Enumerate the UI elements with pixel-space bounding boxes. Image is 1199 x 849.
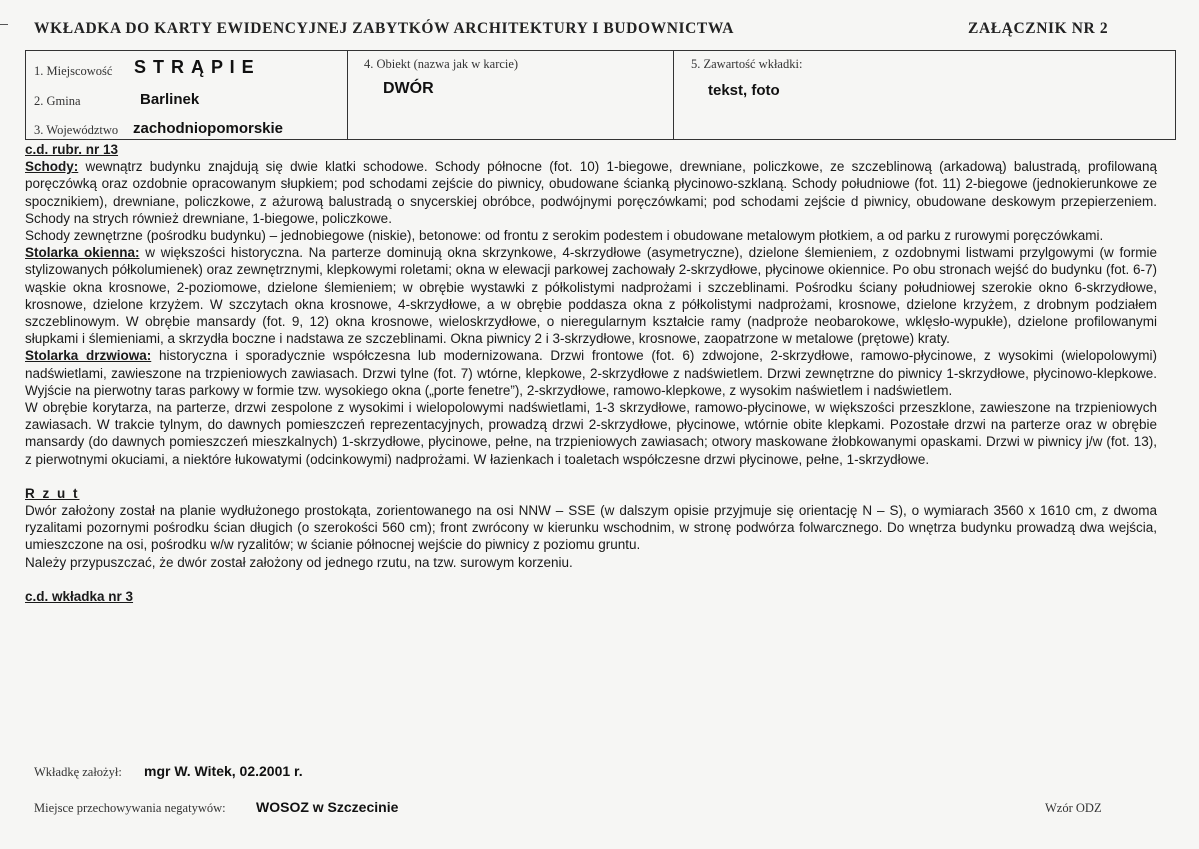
contents-label: 5. Zawartość wkładki:	[691, 57, 803, 71]
scan-edge-mark	[0, 24, 8, 25]
author-value: mgr W. Witek, 02.2001 r.	[144, 763, 303, 779]
continuation-from: c.d. rubr. nr 13	[25, 142, 119, 157]
plan-heading: R z u t	[25, 485, 80, 501]
continuation-to: c.d. wkładka nr 3	[25, 588, 134, 604]
locality-label: 1. Miejscowość	[34, 64, 113, 78]
negatives-location-value: WOSOZ w Szczecinie	[256, 799, 399, 815]
document-body	[25, 141, 1157, 605]
column-divider	[347, 51, 348, 139]
stairs-heading: Schody:	[25, 159, 79, 175]
commune-value: Barlinek	[140, 91, 200, 108]
stairs-exterior-paragraph: Schody zewnętrzne (pośrodku budynku) – jednobiegowe (niskie), betonowe: od frontu z serokim podestem i obudowane metalowym płotkiem, a od parku z rurowymi poręczówkami.	[25, 228, 1104, 244]
info-box	[25, 50, 1176, 140]
plan-conclusion-paragraph: Należy przypuszczać, że dwór został założony od jednego rzutu, na tzw. surowym korzeniu.	[25, 554, 573, 570]
form-reference: Wzór ODZ	[1045, 801, 1102, 815]
plan-paragraph: Dwór założony został na planie wydłużonego prostokąta, zorientowanego na osi NNW – SSE (w dalszym opisie przyjmuje się orientację N – S), o wymiarach 3560 x 1610 cm, z dwoma ryzalitami pozornymi pośrodku ścian długich (o szerokości 560 cm); front zwrócony w kierunku wschodnim, w stronę podwórza folwarcznego. Do wnętrza budynku prowadzą dwa wejścia, umieszczone na osi, pośrodku w/w ryzalitów; w ścianie północnej wejście do piwnicy z poziomu gruntu.	[25, 503, 1157, 553]
windows-paragraph	[25, 244, 1157, 347]
windows-text: w większości historyczna. Na parterze dominują okna skrzynkowe, 4-skrzydłowe (asymetryczne), dzielone ślemieniem, z ozdobnymi listwami przylgowymi (w formie stylizowanych półkolumienek) oraz zewnętrznymi, klepkowymi roletami; okna w elewacji parkowej zachowały 2-skrzydłowe, płycinowe okiennice. Po obu stronach wejść do budynku (fot. 6-7) wąskie okna krosnowe, 2-poziomowe, dzielone ślemieniem; w obrębie wystawki z półkolistymi nadprożami i szczeblinami. Pośrodku ściany południowej szerokie okno 6-skrzydłowe, krosnowe, dzielone krzyżem. W szczytach okna krosnowe, 4-skrzydłowe, a w obrębie poddasza okna z półkolistymi nadprożami, krosnowe, dzielone krzyżem, z drobnym podziałem szczeblinowym. W obrębie mansardy (fot. 9, 12) okna krosnowe, wieloskrzydłowe, o nieregularnym kształcie ramy (nadproże neobarokowe, wklęsło-wypukłe), dzielone profilowanymi słupkami i ślemieniami, a skrzydła boczne i nadstawa ze szczeblinami. Okna piwnicy 2 i 3-skrzydłowe, krosnowe, zaopatrzone w metalowe (prętowe) kraty.	[25, 245, 1157, 347]
spacer	[25, 468, 1157, 485]
spacer	[25, 571, 1157, 588]
locality-value: S T R Ą P I E	[134, 57, 255, 77]
windows-heading: Stolarka okienna:	[25, 245, 140, 261]
doors-corridor-paragraph: W obrębie korytarza, na parterze, drzwi zespolone z wysokimi i wielopolowymi nadświetlami, 1-3 skrzydłowe, ramowo-płycinowe, w większości przeszklone, zawieszone na trzpieniowych zawiasach. W trakcie tylnym, do dawnych pomieszczeń reprezentacyjnych, prowadzą drzwi 2-skrzydłowe, płycinowe, wtórnie obite klepkami. Pozostałe drzwi na parterze oraz w obrębie mansardy (do dawnych pomieszczeń mieszkalnych) 1-skrzydłowe, płycinowe, pełne, na trzpieniowych zawiasach; otwory maskowane żłobkowanymi opaskami. Drzwi w piwnicy j/w (fot. 13), z pierwotnymi okuciami, a niektóre łukowatymi (odcinkowymi) nadprożami. W łazienkach i toaletach współczesne drzwi płycinowe, pełne, 1-skrzydłowe.	[25, 400, 1157, 467]
stairs-text: wewnątrz budynku znajdują się dwie klatki schodowe. Schody północne (fot. 10) 1-biegowe, drewniane, policzkowe, ze szczeblinową (arkadową) balustradą, profilowaną poręczówką oraz ozdobnie opracowanym słupkiem; pod schodami zejście do piwnicy, obudowane ścianką płycinowo-szklaną. Schody południowe (fot. 11) 2-biegowe (jednokierunkowe ze spocznikiem), drewniane, policzkowe, z ażurową balustradą o snycerskiej obróbce, podwójnymi poręczówkami; pod schodami zejście d piwnicy, obudowane deskowym przepierzeniem. Schody na strych również drewniane, 1-biegowe, policzkowe.	[25, 159, 1157, 226]
annex-number: ZAŁĄCZNIK NR 2	[968, 20, 1109, 37]
object-value: DWÓR	[383, 80, 434, 97]
object-label: 4. Obiekt (nazwa jak w karcie)	[364, 57, 519, 71]
voivodeship-label: 3. Województwo	[34, 123, 119, 137]
doors-paragraph	[25, 347, 1157, 399]
author-label: Wkładkę założył:	[34, 765, 122, 779]
voivodeship-value: zachodniopomorskie	[133, 120, 284, 137]
contents-value: tekst, foto	[708, 82, 780, 99]
stairs-paragraph	[25, 158, 1157, 227]
negatives-location-label: Miejsce przechowywania negatywów:	[34, 801, 226, 815]
doors-text: historyczna i sporadycznie współczesna lub modernizowana. Drzwi frontowe (fot. 6) zdwojone, 2-skrzydłowe, ramowo-płycinowe, z wysokimi (wielopolowymi) nadświetlami, zawieszone na trzpieniowych zawiasach. Drzwi tylne (fot. 7) wtórne, klepkowe, 2-skrzydłowe z nadświetlem. Drzwi zewnętrzne do piwnicy 1-skrzydłowe, płycinowo-klepkowe. Wyjście na pierwotny taras parkowy w formie tzw. wysokiego okna („porte fenetre”), 2-skrzydłowe, ramowo-klepkowe, z wysokim naświetlem i nadświetlem.	[25, 348, 1157, 398]
doors-heading: Stolarka drzwiowa:	[25, 348, 152, 364]
commune-label: 2. Gmina	[34, 94, 81, 108]
document-title: WKŁADKA DO KARTY EWIDENCYJNEJ ZABYTKÓW ARCHITEKTURY I BUDOWNICTWA	[34, 20, 735, 37]
column-divider	[673, 51, 674, 139]
